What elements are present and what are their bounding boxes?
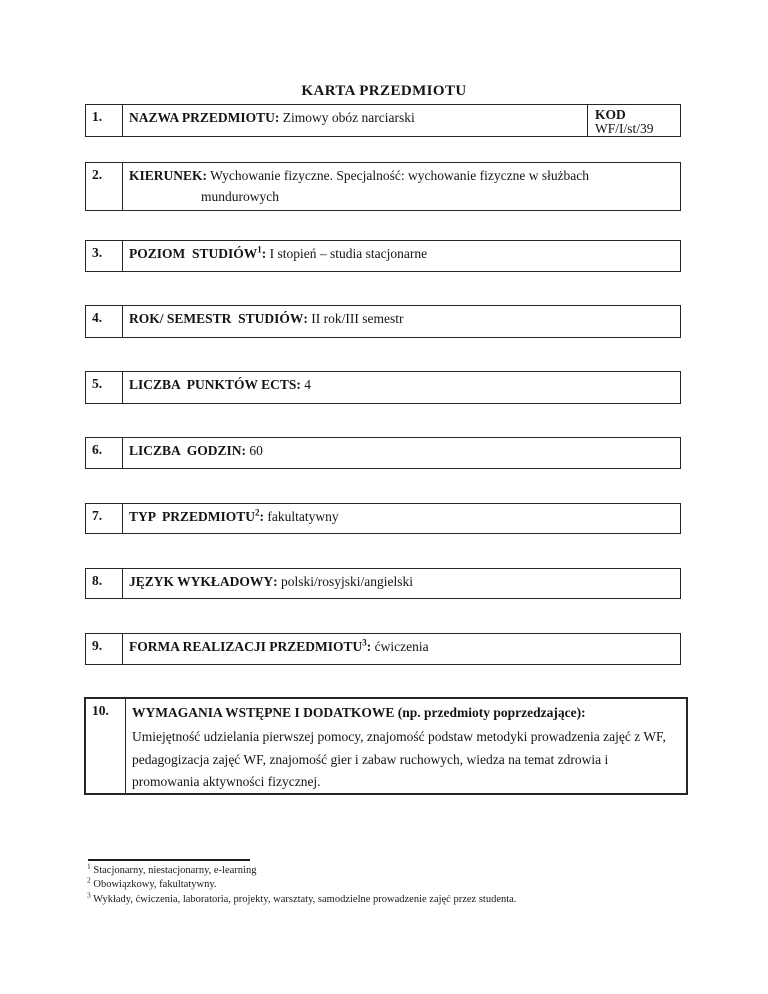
- footnote-marker: 2: [87, 875, 91, 885]
- row-content: [123, 569, 680, 598]
- kod-label: KOD: [595, 107, 626, 122]
- row-content: [123, 438, 680, 468]
- row-content: [123, 306, 680, 337]
- footnotes: [87, 861, 687, 907]
- table-row-8: [85, 568, 681, 599]
- row-superscript: 3: [362, 637, 367, 648]
- row-number: 7.: [86, 504, 123, 533]
- row-value-line2: mundurowych: [201, 189, 279, 204]
- row-content: [123, 504, 680, 533]
- table-row-1: [85, 104, 681, 137]
- row-label: LICZBA GODZIN:: [129, 443, 247, 458]
- row-number: 3.: [86, 241, 123, 271]
- table-row-5: [85, 371, 681, 404]
- row-content: [123, 634, 680, 664]
- row-content: [123, 163, 680, 210]
- kod-cell: [587, 105, 680, 136]
- row-label: TYP PRZEDMIOTU$^2$:: [129, 507, 265, 524]
- page-title: KARTA PRZEDMIOTU: [301, 83, 467, 99]
- footnote-2: [87, 875, 687, 892]
- row-value: ćwiczenia: [371, 639, 429, 654]
- row-number: 9.: [86, 634, 123, 664]
- row-content: [123, 241, 680, 271]
- row-number: 10.: [86, 699, 126, 793]
- requirements-header: WYMAGANIA WSTĘPNE I DODATKOWE (np. przedmioty poprzedzające):: [132, 705, 586, 720]
- row-superscript: 1: [257, 244, 262, 255]
- row-number: 5.: [86, 372, 123, 403]
- row-label: LICZBA PUNKTÓW ECTS:: [129, 377, 301, 392]
- row-label: POZIOM STUDIÓW$^1$:: [129, 244, 267, 261]
- table-row-9: [85, 633, 681, 665]
- table-row-7: [85, 503, 681, 534]
- footnote-3: [87, 890, 687, 907]
- row-superscript: 2: [255, 507, 260, 518]
- table-row-4: [85, 305, 681, 338]
- row-number: 2.: [86, 163, 123, 210]
- table-row-10: [84, 697, 688, 795]
- table-row-2: [85, 162, 681, 211]
- row-label: FORMA REALIZACJI PRZEDMIOTU$^3$:: [129, 637, 372, 654]
- table-row-6: [85, 437, 681, 469]
- row-label: JĘZYK WYKŁADOWY:: [129, 574, 278, 589]
- row-value: 4: [300, 377, 312, 392]
- row-number: 1.: [86, 105, 123, 136]
- row-value: Zimowy obóz narciarski: [279, 110, 415, 125]
- footnote-text: Stacjonarny, niestacjonarny, e-learning: [90, 865, 257, 876]
- table-row-3: [85, 240, 681, 272]
- row-label: NAZWA PRZEDMIOTU:: [129, 110, 280, 125]
- row-content: [123, 372, 680, 403]
- row-value: 60: [246, 443, 263, 458]
- kod-value: WF/I/st/39: [595, 121, 654, 136]
- footnote-text: Wykłady, ćwiczenia, laboratoria, projekty, warsztaty, samodzielne prowadzenie zajęć przez studenta.: [90, 893, 517, 905]
- footnote-text: Obowiązkowy, fakultatywny.: [90, 879, 217, 891]
- row-value: Wychowanie fizyczne. Specjalność: wychowanie fizyczne w służbach: [207, 168, 590, 183]
- row-number: 6.: [86, 438, 123, 468]
- footnote-separator: [88, 859, 250, 861]
- row-value: fakultatywny: [264, 509, 339, 524]
- row-content: [126, 699, 686, 793]
- footnote-marker: 3: [87, 890, 91, 900]
- row-value: II rok/III semestr: [307, 311, 404, 326]
- row-content: [123, 105, 587, 136]
- row-number: 4.: [86, 306, 123, 337]
- footnote-marker: 1: [87, 861, 91, 871]
- row-label: KIERUNEK:: [129, 168, 208, 183]
- row-number: 8.: [86, 569, 123, 598]
- footnote-1: [87, 861, 687, 878]
- row-value: polski/rosyjski/angielski: [277, 574, 414, 589]
- requirements-body: Umiejętność udzielania pierwszej pomocy, znajomość podstaw metodyki prowadzenia zajęć z WF, pedagogizacja zajęć WF, znajomość gier i zabaw ruchowych, wiedza na temat zdrowia i promowania aktywności fizycznej.: [132, 729, 666, 789]
- row-value: I stopień – studia stacjonarne: [266, 246, 428, 261]
- row-label: ROK/ SEMESTR STUDIÓW:: [129, 311, 308, 326]
